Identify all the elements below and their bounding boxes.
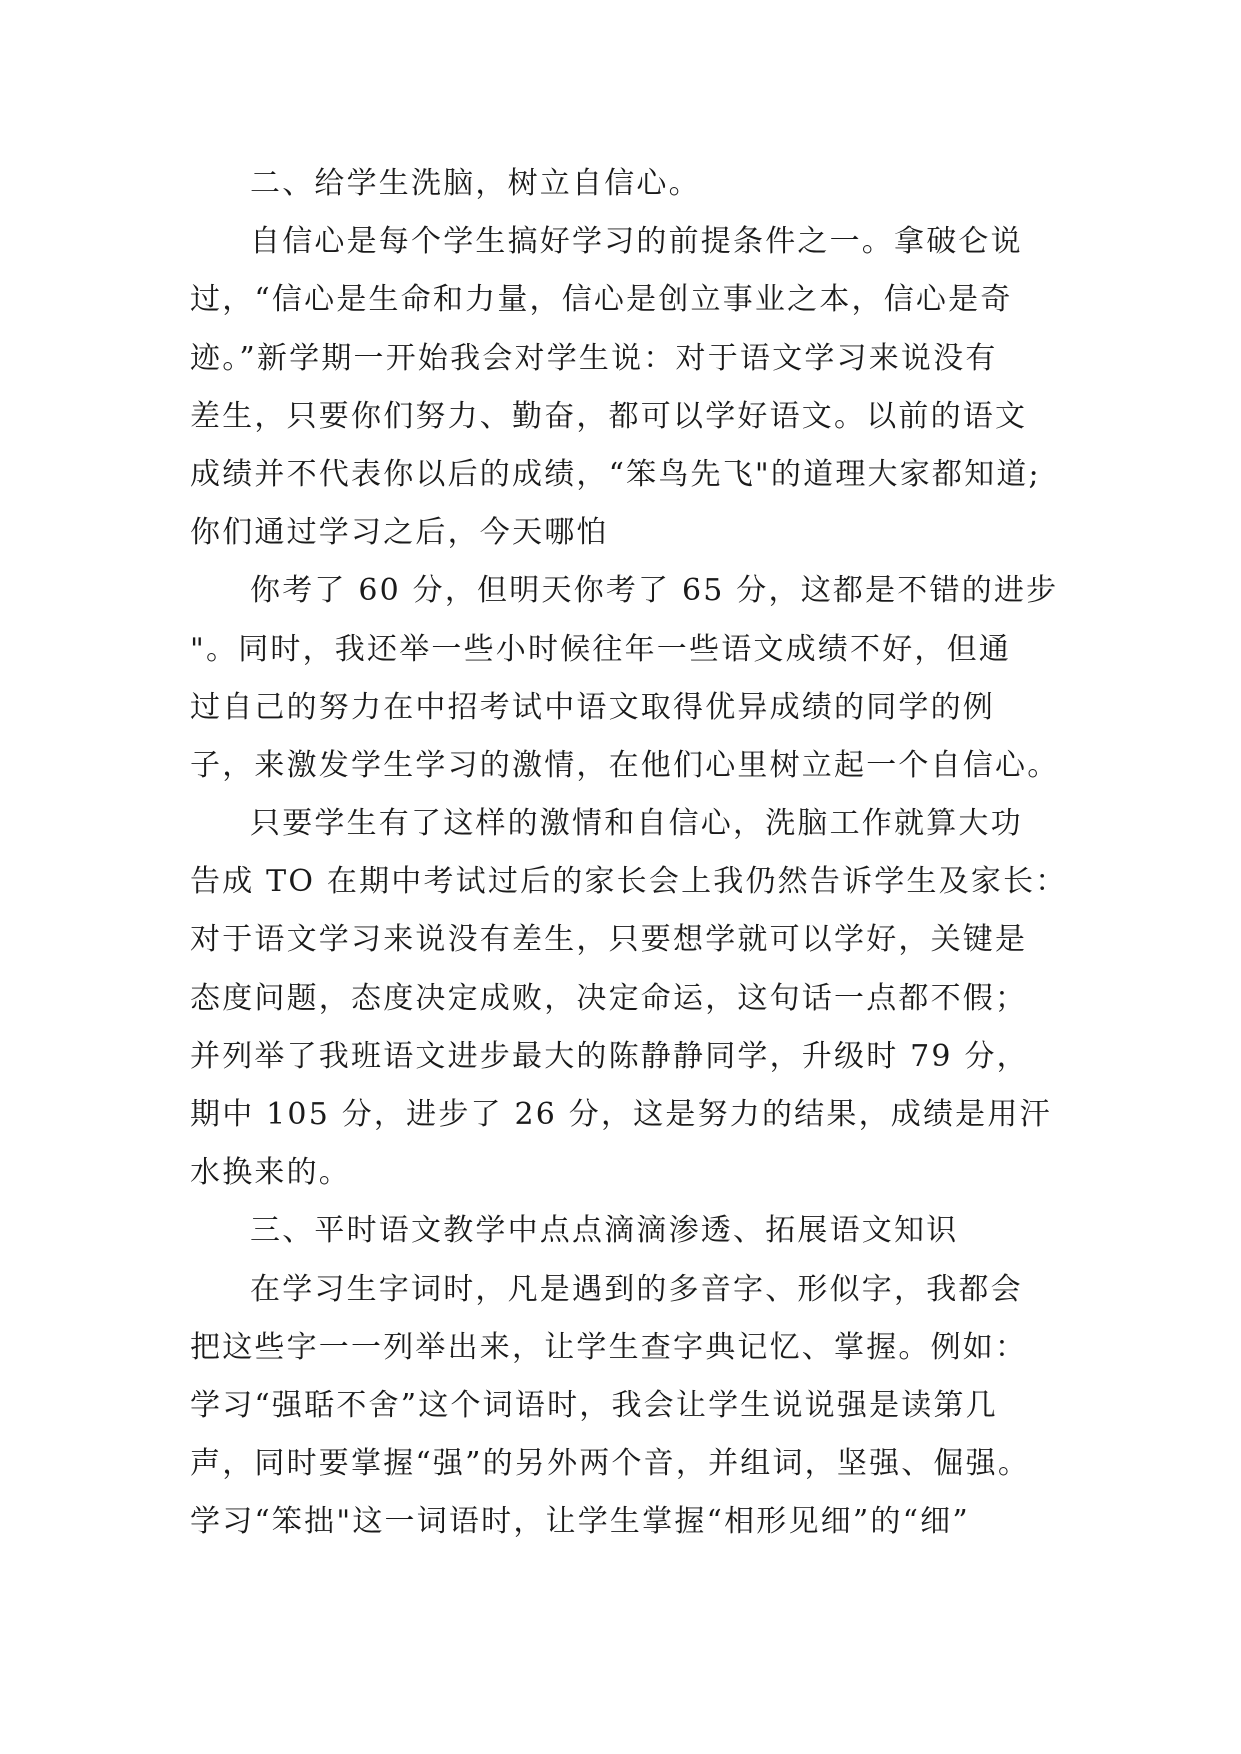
paragraph-line: 告成 TO 在期中考试过后的家长会上我仍然告诉学生及家长： <box>190 864 1068 900</box>
paragraph-line: 过自己的努力在中招考试中语文取得优异成绩的同学的例 <box>190 689 995 725</box>
paragraph-line: 水换来的。 <box>190 1155 351 1191</box>
paragraph-line: 期中 105 分，进步了 26 分，这是努力的结果，成绩是用汗 <box>190 1097 1052 1132</box>
paragraph-line: 迹。”新学期一开始我会对学生说：对于语文学习来说没有 <box>190 340 998 376</box>
paragraph-line: 学习“强聒不舍”这个词语时，我会让学生说说强是读第几 <box>190 1387 998 1423</box>
paragraph-line: 你考了 60 分，但明天你考了 65 分，这都是不错的进步 <box>250 573 1059 609</box>
paragraph-line: 对于语文学习来说没有差生，只要想学就可以学好，关键是 <box>190 922 1028 958</box>
paragraph-line: 成绩并不代表你以后的成绩，“笨鸟先飞"的道理大家都知道; <box>190 456 1041 492</box>
paragraph-line: 并列举了我班语文进步最大的陈静静同学，升级时 79 分， <box>190 1038 1029 1074</box>
paragraph-line: 态度问题，态度决定成败，决定命运，这句话一点都不假； <box>190 980 1028 1016</box>
paragraph-line: 只要学生有了这样的激情和自信心，洗脑工作就算大功 <box>250 806 1023 842</box>
section-heading-2: 二、给学生洗脑，树立自信心。 <box>250 166 701 201</box>
paragraph-line: 自信心是每个学生搞好学习的前提条件之一。拿破仑说 <box>250 224 1023 260</box>
document-body <box>190 155 1068 1552</box>
paragraph-line: 过，“信心是生命和力量，信心是创立事业之本，信心是奇 <box>190 282 1013 318</box>
paragraph-line: 学习“笨拙"这一词语时，让学生掌握“相形见细”的“细” <box>190 1504 970 1540</box>
paragraph-line: 差生，只要你们努力、勤奋，都可以学好语文。以前的语文 <box>190 398 1028 434</box>
paragraph-line: 在学习生字词时，凡是遇到的多音字、形似字，我都会 <box>250 1271 1023 1307</box>
paragraph-line: "。同时，我还举一些小时候往年一些语文成绩不好，但通 <box>190 631 1011 667</box>
paragraph-line: 把这些字一一列举出来，让学生查字典记忆、掌握。例如： <box>190 1329 1028 1365</box>
paragraph-line: 声，同时要掌握“强”的另外两个音，并组词，坚强、倔强。 <box>190 1446 1031 1482</box>
paragraph-line: 子，来激发学生学习的激情，在他们心里树立起一个自信心。 <box>190 747 1060 783</box>
paragraph-line: 你们通过学习之后，今天哪怕 <box>190 515 609 551</box>
section-heading-3: 三、平时语文教学中点点滴滴渗透、拓展语文知识 <box>250 1213 959 1249</box>
